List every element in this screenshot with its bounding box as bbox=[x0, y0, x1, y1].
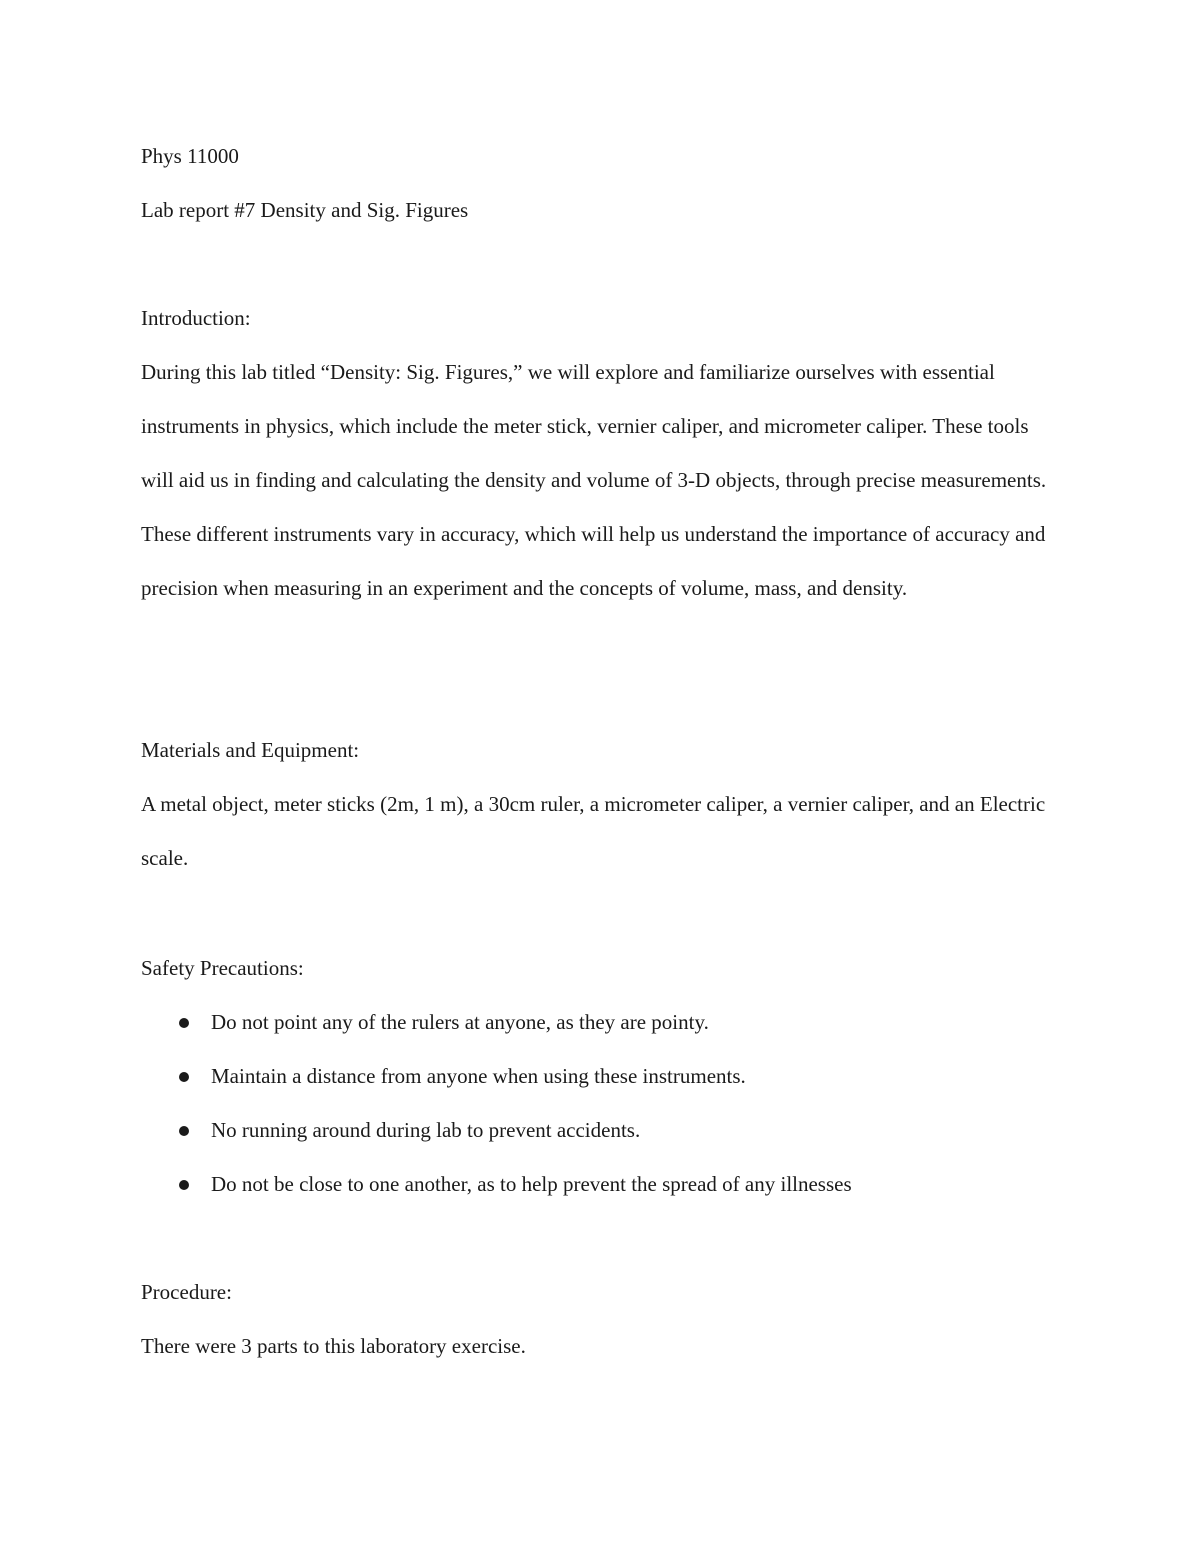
course-code: Phys 11000 bbox=[141, 144, 239, 168]
list-item-text: Maintain a distance from anyone when using these instruments. bbox=[211, 1064, 746, 1088]
bullet-icon bbox=[179, 1018, 189, 1028]
introduction-body: During this lab titled “Density: Sig. Figures,” we will explore and familiarize ourselves with essential instruments in physics, which include the meter stick, vernier caliper, and micrometer caliper. These tools will aid us in finding and calculating the density and volume of 3-D objects, through precise measurements. These different instruments vary in accuracy, which will help us understand the importance of accuracy and precision when measuring in an experiment and the concepts of volume, mass, and density. bbox=[141, 360, 1047, 600]
list-item-text: Do not be close to one another, as to help prevent the spread of any illnesses bbox=[211, 1172, 852, 1196]
procedure-heading: Procedure: bbox=[141, 1280, 232, 1304]
list-item bbox=[141, 1157, 1061, 1211]
materials-body: A metal object, meter sticks (2m, 1 m), a 30cm ruler, a micrometer caliper, a vernier caliper, and an Electric scale. bbox=[141, 792, 1046, 870]
safety-list bbox=[141, 995, 1061, 1211]
list-item bbox=[141, 1103, 1061, 1157]
bullet-icon bbox=[179, 1072, 189, 1082]
report-title: Lab report #7 Density and Sig. Figures bbox=[141, 198, 469, 222]
bullet-icon bbox=[179, 1180, 189, 1190]
materials-heading: Materials and Equipment: bbox=[141, 738, 360, 762]
introduction-heading: Introduction: bbox=[141, 306, 251, 330]
list-item bbox=[141, 1049, 1061, 1103]
list-item-text: Do not point any of the rulers at anyone, as they are pointy. bbox=[211, 1010, 709, 1034]
list-item-text: No running around during lab to prevent accidents. bbox=[211, 1118, 641, 1142]
procedure-body: There were 3 parts to this laboratory exercise. bbox=[141, 1334, 526, 1358]
bullet-icon bbox=[179, 1126, 189, 1136]
safety-heading: Safety Precautions: bbox=[141, 956, 304, 980]
list-item bbox=[141, 995, 1061, 1049]
